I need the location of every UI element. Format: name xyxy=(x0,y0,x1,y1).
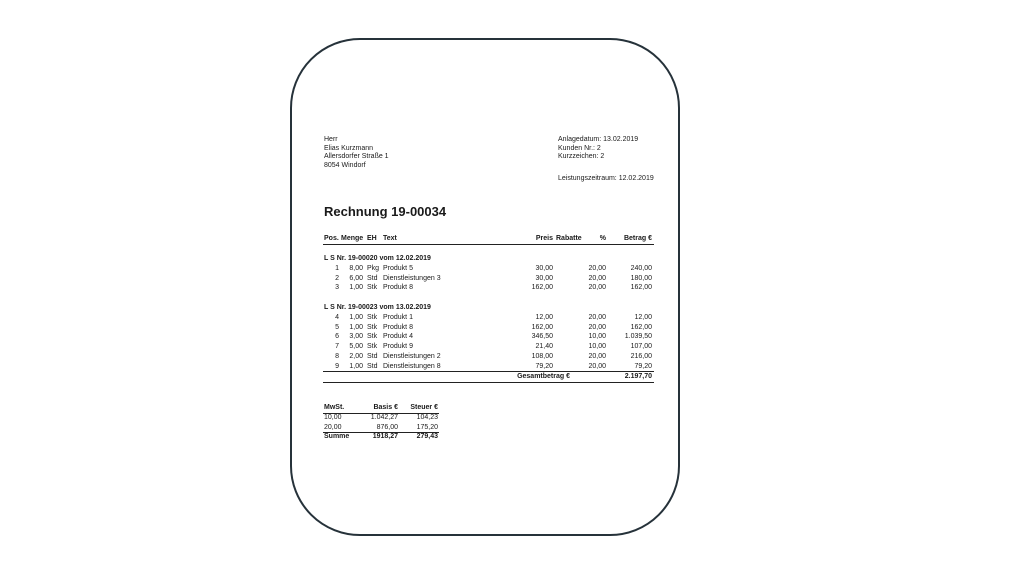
row-eh: Std xyxy=(367,274,378,282)
row-percent: 20,00 xyxy=(588,323,606,331)
row-betrag: 1.039,50 xyxy=(624,333,652,341)
row-preis: 108,00 xyxy=(531,352,553,360)
row-eh: Std xyxy=(367,362,378,370)
vat-sum-steuer: 279,43 xyxy=(416,433,438,440)
recipient-city: 8054 Windorf xyxy=(324,161,366,169)
vat-steuer: 104,23 xyxy=(416,414,438,421)
vat-basis: 876,00 xyxy=(376,424,398,431)
meta-short-sign: Kurzzeichen: 2 xyxy=(558,153,605,160)
total-top-rule xyxy=(323,371,654,372)
row-preis: 162,00 xyxy=(531,284,553,292)
total-value: 2.197,70 xyxy=(624,373,652,380)
meta-service-period: Leistungszeitraum: 12.02.2019 xyxy=(558,174,654,182)
header-rabatte: Rabatte xyxy=(556,235,582,242)
row-pos: 1 xyxy=(335,265,339,272)
header-text: Text xyxy=(383,235,397,242)
row-text: Produkt 8 xyxy=(383,284,413,292)
header-pos: Pos. xyxy=(324,235,339,242)
row-text: Produkt 5 xyxy=(383,265,413,272)
delivery-note-2: L S Nr. 19-00023 vom 13.02.2019 xyxy=(324,304,431,311)
row-pos: 2 xyxy=(335,274,339,282)
row-percent: 20,00 xyxy=(588,352,606,360)
meta-date: Anlagedatum: 13.02.2019 xyxy=(558,136,639,143)
row-eh: Stk xyxy=(367,323,378,331)
invoice-meta xyxy=(558,136,658,183)
row-menge: 1,00 xyxy=(349,314,363,321)
vat-sum-label: Summe xyxy=(324,433,350,440)
row-text: Produkt 9 xyxy=(383,343,413,351)
meta-customer-no: Kunden Nr.: 2 xyxy=(558,144,601,152)
total-label: Gesamtbetrag € xyxy=(517,373,570,380)
row-text: Dienstleistungen 2 xyxy=(383,352,441,360)
row-menge: 2,00 xyxy=(349,352,363,360)
row-pos: 9 xyxy=(335,362,339,370)
row-menge: 3,00 xyxy=(349,333,363,341)
row-betrag: 180,00 xyxy=(630,274,652,282)
row-percent: 20,00 xyxy=(588,362,606,370)
header-eh: EH xyxy=(367,235,377,242)
row-menge: 5,00 xyxy=(349,343,363,351)
row-text: Produkt 8 xyxy=(383,323,413,331)
row-betrag: 107,00 xyxy=(630,343,652,351)
vat-header-steuer: Steuer € xyxy=(410,404,438,411)
row-eh: Pkg xyxy=(367,265,380,272)
invoice-title: Rechnung 19-00034 xyxy=(324,204,447,219)
vat-header-basis: Basis € xyxy=(373,404,398,411)
row-preis: 30,00 xyxy=(535,265,553,272)
row-menge: 6,00 xyxy=(349,274,363,282)
row-preis: 346,50 xyxy=(531,333,553,341)
row-menge: 1,00 xyxy=(349,362,363,370)
row-eh: Stk xyxy=(367,343,378,351)
row-percent: 20,00 xyxy=(588,274,606,282)
row-eh: Std xyxy=(367,352,378,360)
header-rule xyxy=(323,244,654,245)
recipient-salutation: Herr xyxy=(324,136,338,143)
vat-header-rate: MwSt. xyxy=(324,404,345,411)
header-betrag: Betrag € xyxy=(623,235,652,242)
row-betrag: 240,00 xyxy=(630,265,652,272)
row-betrag: 12,00 xyxy=(634,314,652,321)
vat-basis: 1.042,27 xyxy=(370,414,398,421)
row-preis: 162,00 xyxy=(531,323,553,331)
row-percent: 20,00 xyxy=(588,265,606,272)
delivery-note-1: L S Nr. 19-00020 vom 12.02.2019 xyxy=(324,255,431,262)
row-menge: 1,00 xyxy=(349,284,363,292)
row-text: Dienstleistungen 8 xyxy=(383,362,441,370)
row-pos: 5 xyxy=(335,323,339,331)
recipient-street: Allersdorfer Straße 1 xyxy=(324,153,389,160)
row-preis: 79,20 xyxy=(535,362,553,370)
row-percent: 20,00 xyxy=(588,284,606,292)
row-betrag: 162,00 xyxy=(630,323,652,331)
row-menge: 1,00 xyxy=(349,323,363,331)
header-percent: % xyxy=(599,235,606,242)
row-menge: 8,00 xyxy=(349,265,363,272)
row-eh: Stk xyxy=(367,284,378,292)
row-pos: 8 xyxy=(335,352,339,360)
header-menge: Menge xyxy=(341,235,364,242)
row-pos: 6 xyxy=(335,333,339,341)
row-pos: 4 xyxy=(335,314,339,321)
row-text: Produkt 4 xyxy=(383,333,413,341)
recipient-name: Elias Kurzmann xyxy=(324,144,374,152)
total-bottom-rule xyxy=(323,382,654,383)
row-preis: 30,00 xyxy=(535,274,553,282)
vat-steuer: 175,20 xyxy=(416,424,438,431)
recipient-address xyxy=(324,136,464,170)
row-percent: 10,00 xyxy=(588,333,606,341)
row-percent: 10,00 xyxy=(588,343,606,351)
row-percent: 20,00 xyxy=(588,314,606,321)
vat-rate: 20,00 xyxy=(324,424,342,431)
row-text: Produkt 1 xyxy=(383,314,413,321)
row-preis: 12,00 xyxy=(535,314,553,321)
vat-sum-basis: 1918,27 xyxy=(372,433,398,440)
row-preis: 21,40 xyxy=(535,343,553,351)
row-eh: Stk xyxy=(367,314,378,321)
row-betrag: 216,00 xyxy=(630,352,652,360)
row-pos: 3 xyxy=(335,284,339,292)
row-betrag: 162,00 xyxy=(630,284,652,292)
row-pos: 7 xyxy=(335,343,339,351)
vat-rate: 10,00 xyxy=(324,414,342,421)
header-preis: Preis xyxy=(535,235,553,242)
row-text: Dienstleistungen 3 xyxy=(383,274,441,282)
row-eh: Stk xyxy=(367,333,378,341)
row-betrag: 79,20 xyxy=(634,362,652,370)
